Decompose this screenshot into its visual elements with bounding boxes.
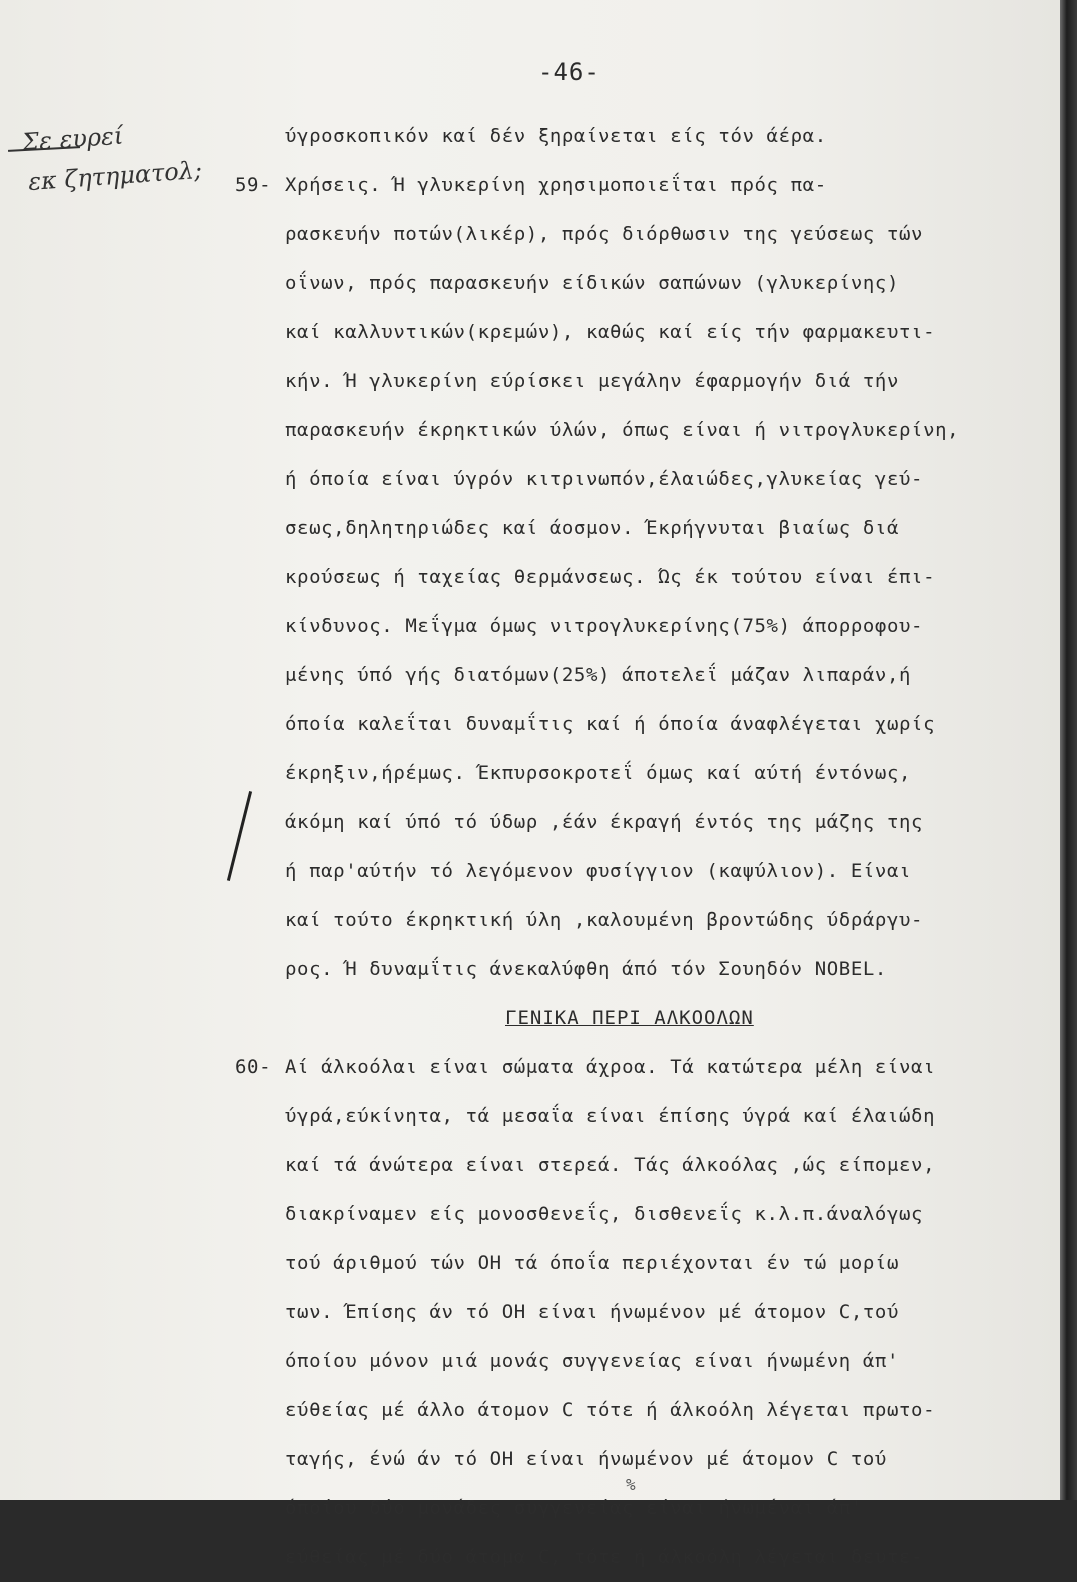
text-line [235,847,1005,896]
line-text: ρασκευήν ποτών(λικέρ), πρός διόρθωσιν της γεύσεως τών [285,223,924,245]
line-text: ή όποία είναι ύγρόν κιτρινωπόν,έλαιώδες,γλυκείας γεύ- [285,468,924,490]
text-line [235,1043,1005,1092]
text-line [235,1141,1005,1190]
line-text: καί τά άνώτερα είναι στερεά. Τάς άλκοόλας ,ώς είπομεν, [285,1154,936,1176]
text-line [235,1337,1005,1386]
text-line [235,700,1005,749]
margin-note-handwritten: Σε ευρεί [21,121,125,157]
line-text: άκόμη καί ύπό τό ύδωρ ,έάν έκραγή έντός της μάζης της [285,811,924,833]
line-text: εύθείας μέ άλλο άτομον C τότε ή άλκοόλη λέγεται πρωτο- [285,1399,936,1421]
line-text: σεως,δηλητηριώδες καί άοσμον. Έκρήγνυται βιαίως διά [285,517,899,539]
text-line [235,455,1005,504]
line-text: ταγής, ένώ άν τό ΟΗ είναι ήνωμένον μέ άτομον C τού [285,1448,887,1470]
text-line [235,1239,1005,1288]
paragraph-number: 60- [235,1056,272,1078]
text-line [235,1484,1005,1533]
text-line [235,1092,1005,1141]
text-line [235,1533,1005,1582]
line-text: εύθείας μέ δύο άτομα C, τότε ή άλκοόλη λέγεται δευτε- [285,1546,924,1568]
line-text: ρος. Ή δυναμΐτις άνεκαλύφθη άπό τόν Σουηδόν NOBEL. [285,958,887,980]
text-line [235,1288,1005,1337]
line-text: οΐνων, πρός παρασκευήν είδικών σαπώνων (γλυκερίνης) [285,272,899,294]
line-text: παρασκευήν έκρηκτικών ύλών, όπως είναι ή νιτρογλυκερίνη, [285,419,960,441]
text-line [235,896,1005,945]
line-text: κήν. Ή γλυκερίνη εύρίσκει μεγάλην έφαρμογήν διά τήν [285,370,899,392]
paragraph-number: 59- [235,174,272,196]
typed-text-body [235,112,1005,1582]
text-line [235,749,1005,798]
text-line [235,161,1005,210]
line-text: ύγρά,εύκίνητα, τά μεσαΐα είναι έπίσης ύγρά καί έλαιώδη [285,1105,936,1127]
line-text: διακρίναμεν είς μονοσθενεΐς, δισθενεΐς κ.λ.π.άναλόγως [285,1203,924,1225]
bottom-mark: % [626,1475,636,1494]
line-text: καί καλλυντικών(κρεμών), καθώς καί είς τήν φαρμακευτι- [285,321,936,343]
line-text: όποίου δύο μονάδες συγγενείας είναι ήνωμέναι άπ' [285,1497,863,1519]
text-line [235,1435,1005,1484]
text-line [235,357,1005,406]
section-heading: ΓΕΝΙΚΑ ΠΕΡΙ ΑΛΚΟΟΛΩΝ [505,1007,754,1029]
text-line [235,945,1005,994]
line-text: ύγροσκοπικόν καί δέν ξηραίνεται είς τόν άέρα. [285,125,827,147]
line-text: όποία καλεΐται δυναμΐτις καί ή όποία άναφλέγεται χωρίς [285,713,936,735]
text-line [235,553,1005,602]
text-line [235,308,1005,357]
line-text: όποίου μόνον μιά μονάς συγγενείας είναι ήνωμένη άπ' [285,1350,899,1372]
text-line [235,504,1005,553]
text-line [235,798,1005,847]
text-line [235,602,1005,651]
line-text: τού άριθμού τών ΟΗ τά όποΐα περιέχονται έν τώ μορίω [285,1252,899,1274]
line-text: ή παρ'αύτήν τό λεγόμενον φυσίγγιον (καψύλιον). Είναι [285,860,912,882]
line-text: κίνδυνος. Μεΐγμα όμως νιτρογλυκερίνης(75%) άπορροφου- [285,615,924,637]
line-text: έκρηξιν,ήρέμως. Έκπυρσοκροτεΐ όμως καί αύτή έντόνως, [285,762,912,784]
text-line [235,210,1005,259]
text-line [235,651,1005,700]
line-text: Χρήσεις. Ή γλυκερίνη χρησιμοποιεΐται πρός πα- [285,174,827,196]
text-line [235,1386,1005,1435]
page-number: -46- [538,58,600,86]
line-text: καί τούτο έκρηκτική ύλη ,καλουμένη βροντώδης ύδράργυ- [285,909,924,931]
text-line [235,112,1005,161]
line-text: κρούσεως ή ταχείας θερμάνσεως. Ώς έκ τούτου είναι έπι- [285,566,936,588]
text-line [235,1190,1005,1239]
line-text: των. Έπίσης άν τό ΟΗ είναι ήνωμένον μέ άτομον C,τού [285,1301,899,1323]
line-text: Αί άλκοόλαι είναι σώματα άχροα. Τά κατώτερα μέλη είναι [285,1056,936,1078]
text-line [235,406,1005,455]
margin-note-handwritten: εκ ζητηματολ; [27,155,203,197]
text-line [235,259,1005,308]
line-text: μένης ύπό γής διατόμων(25%) άποτελεΐ μάζαν λιπαράν,ή [285,664,912,686]
page-edge-shadow [1060,0,1077,1500]
